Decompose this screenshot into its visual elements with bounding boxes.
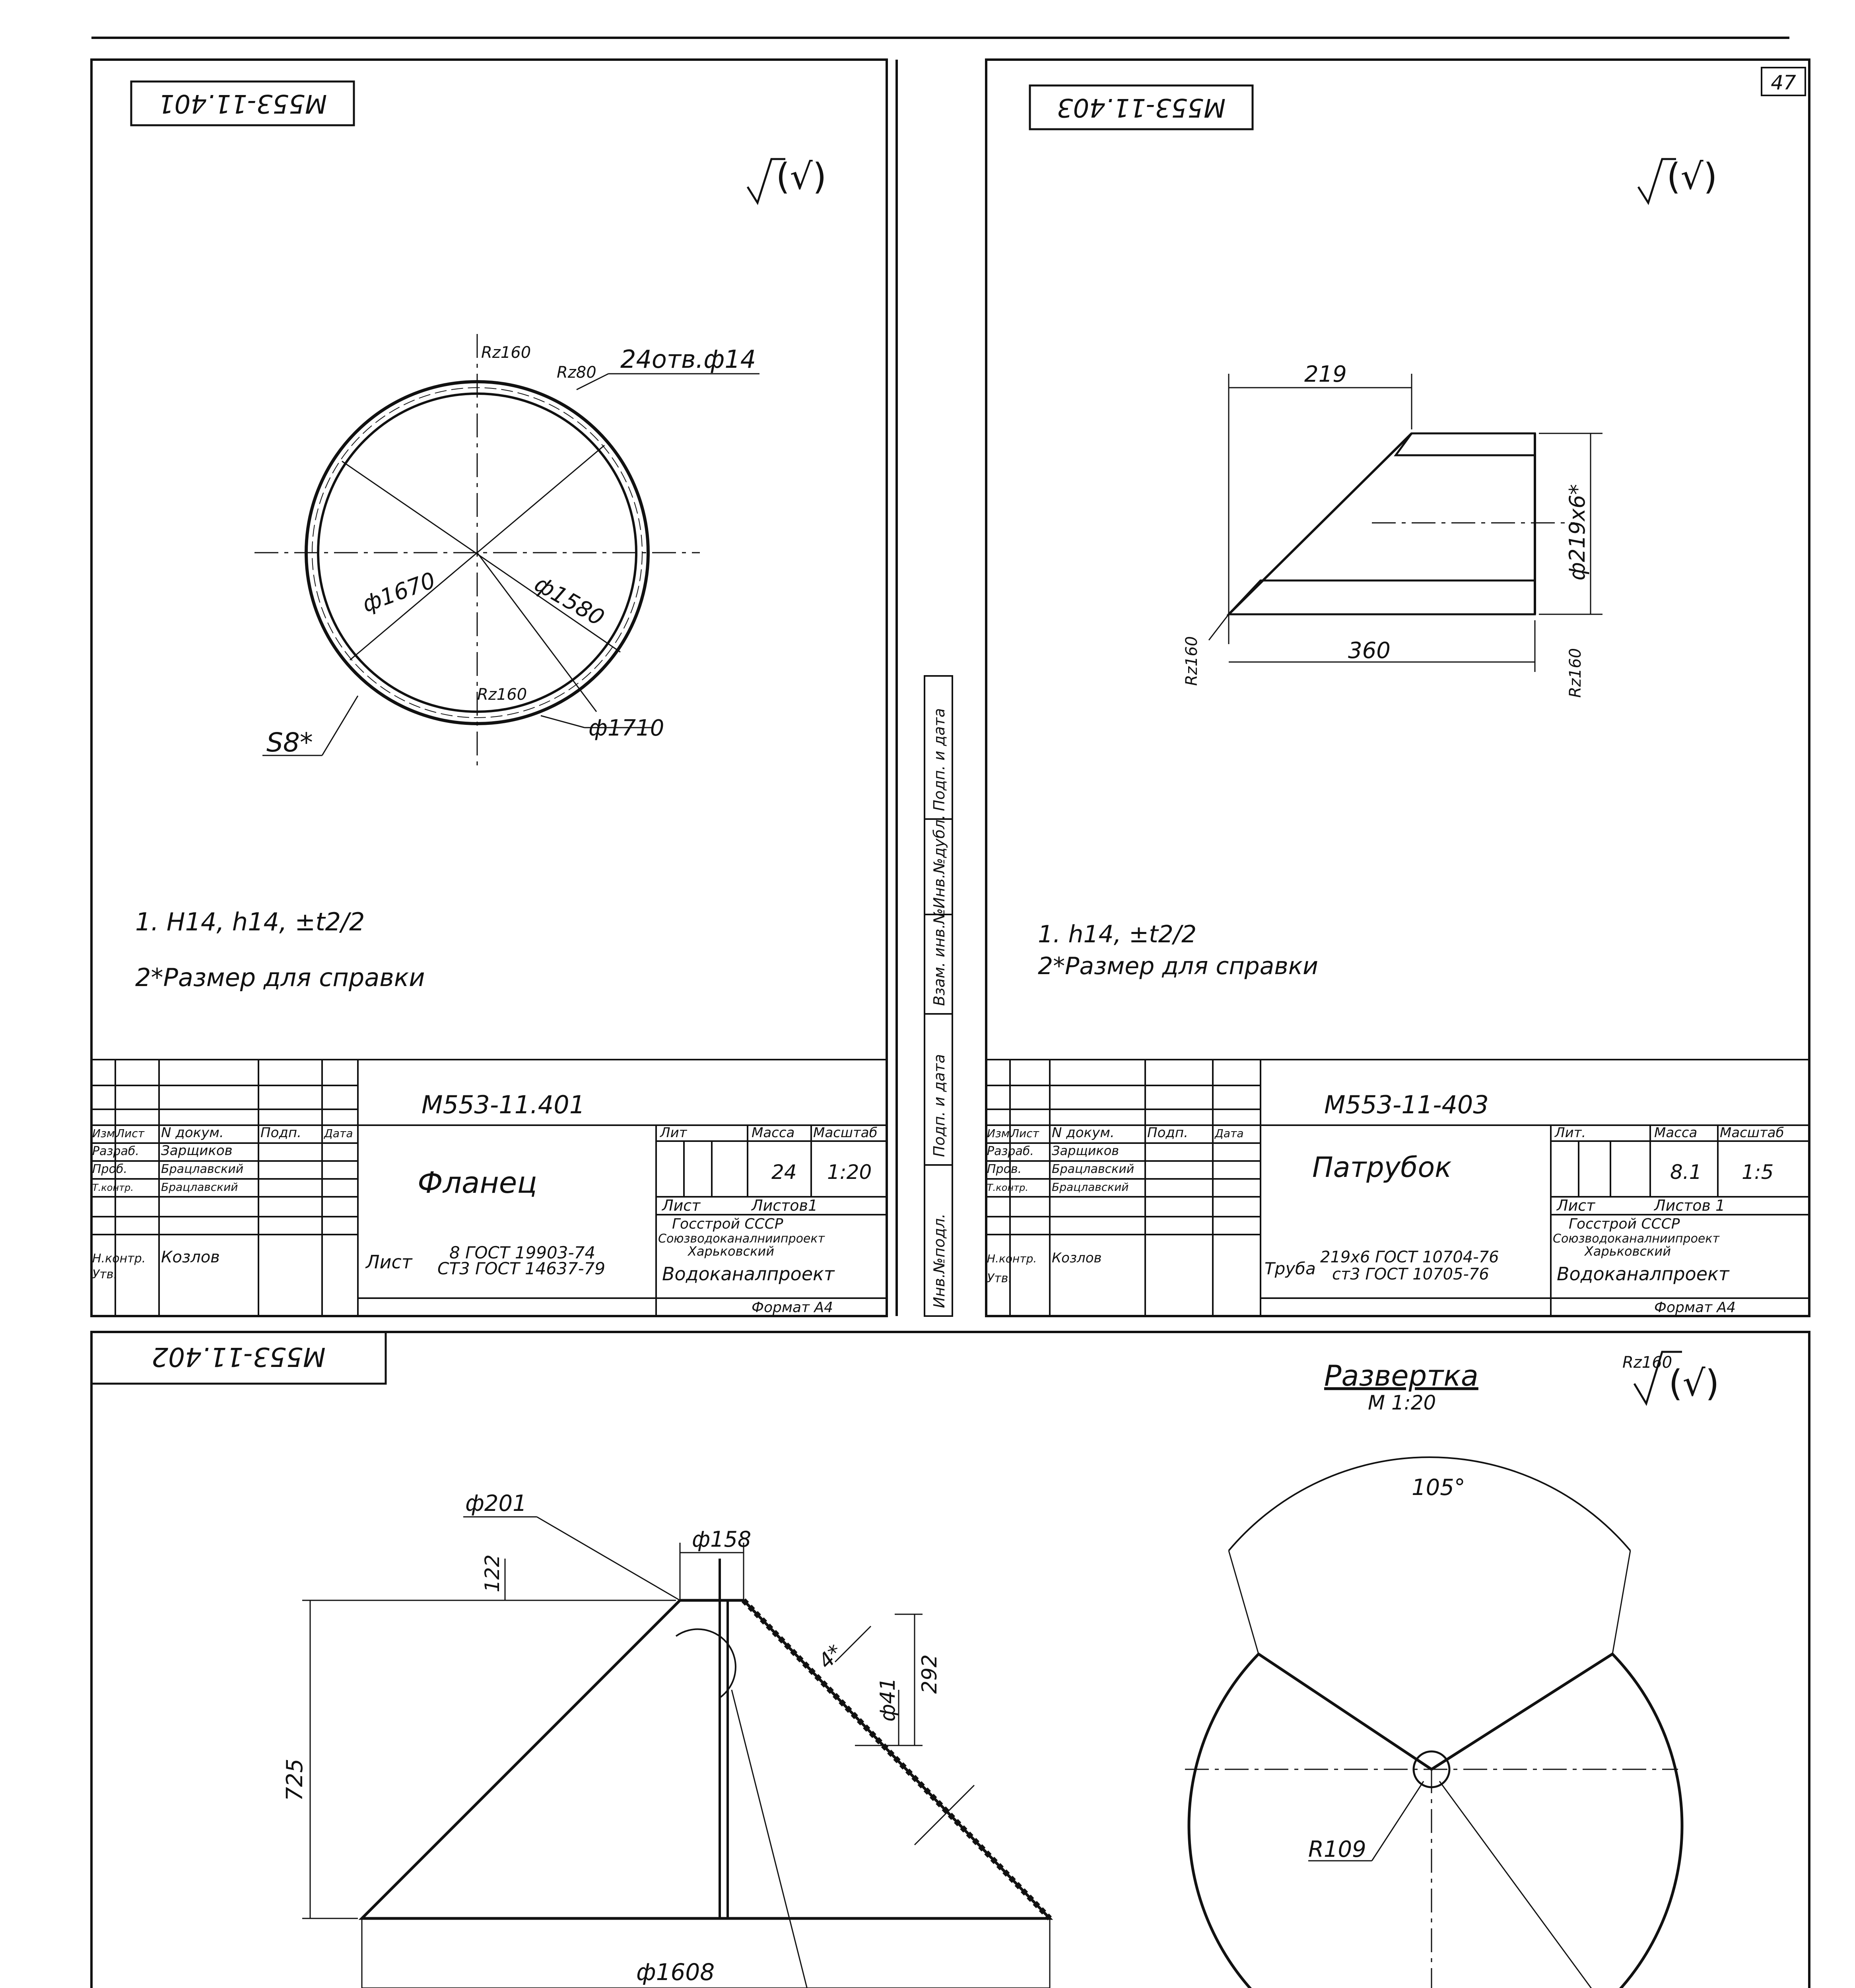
cone-drawing [302,1517,1050,1988]
svg-text:Листов 1: Листов 1 [1654,1197,1725,1214]
svg-text:Патрубок: Патрубок [1312,1151,1452,1184]
svg-text:Rz80: Rz80 [557,363,596,382]
svg-text:Rz160: Rz160 [481,344,531,362]
svg-text:Подп. и дата: Подп. и дата [930,708,948,811]
svg-text:Труба: Труба [1265,1259,1316,1278]
svg-text:Брацлавский: Брацлавский [161,1162,244,1176]
dim-d1580: ф1580 [530,571,609,631]
svg-text:Харьковский: Харьковский [688,1244,774,1259]
dim-s8: S8* [266,727,313,758]
note-2-403: 2*Размер для справки [1038,952,1319,980]
svg-text:Разраб.: Разраб. [92,1144,139,1158]
svg-text:Союзводоканалниипроект: Союзводоканалниипроект [658,1232,825,1246]
sheet-403 [1030,85,1717,980]
stamp-403: М553-11.403 [1057,93,1226,122]
svg-text:R109: R109 [1308,1837,1366,1862]
svg-text:Дата: Дата [324,1127,353,1140]
svg-text:1:5: 1:5 [1742,1161,1774,1184]
svg-text:Масса: Масса [1654,1125,1698,1141]
svg-text:Н.контр.: Н.контр. [92,1252,146,1266]
title-block-403 [986,1060,1809,1316]
svg-text:Брацлавский: Брацлавский [1052,1180,1129,1194]
svg-text:Масштаб: Масштаб [1720,1125,1784,1141]
svg-text:Листов1: Листов1 [752,1197,818,1214]
dim-d1670: ф1670 [359,567,439,618]
svg-text:8.1: 8.1 [1670,1161,1702,1184]
svg-text:М553-11-403: М553-11-403 [1324,1090,1489,1119]
roughness-symbol-402 [1622,1352,1719,1404]
svg-text:Брацлавский: Брацлавский [161,1180,238,1194]
svg-text:122: 122 [481,1554,504,1592]
note-2: 2*Размер для справки [135,963,425,992]
svg-text:Rz160: Rz160 [1566,648,1585,698]
svg-text:219х6 ГОСТ 10704-76: 219х6 ГОСТ 10704-76 [1320,1248,1499,1266]
svg-text:360: 360 [1348,638,1391,664]
svg-text:N докум.: N докум. [161,1125,224,1141]
holes-note: 24отв.ф14 [620,345,756,374]
svg-text:СТ3 ГОСТ 14637-79: СТ3 ГОСТ 14637-79 [437,1259,606,1278]
svg-text:ф1608: ф1608 [636,1959,715,1986]
svg-text:Формат А4: Формат А4 [1654,1299,1736,1316]
svg-text:N докум.: N докум. [1052,1125,1115,1141]
stamp-401: М553-11.401 [158,89,327,118]
svg-text:Подп. и дата: Подп. и дата [930,1054,948,1157]
svg-text:Лит.: Лит. [1555,1125,1586,1141]
stamp-402: М553-11.402 [152,1342,326,1372]
svg-text:Лист: Лист [662,1197,701,1214]
svg-text:Rz160: Rz160 [1622,1353,1672,1372]
svg-text:24: 24 [771,1161,797,1184]
note-1-403: 1. h14, ±t2/2 [1038,920,1197,948]
svg-text:Зарщиков: Зарщиков [1052,1143,1119,1158]
svg-text:Харьковский: Харьковский [1585,1244,1671,1259]
svg-text:Т.контр.: Т.контр. [987,1182,1029,1193]
roughness-symbol [748,156,827,203]
svg-text:Союзводоканалниипроект: Союзводоканалниипроект [1553,1232,1719,1246]
unfold-title: Развертка [1324,1359,1478,1392]
svg-text:Лист: Лист [1557,1197,1595,1214]
svg-text:219: 219 [1304,361,1347,387]
svg-text:Водоканалпроект: Водоканалпроект [662,1263,835,1285]
svg-text:Подп.: Подп. [260,1125,301,1141]
svg-text:ст3 ГОСТ 10705-76: ст3 ГОСТ 10705-76 [1332,1265,1489,1283]
svg-text:Лист: Лист [116,1127,144,1140]
svg-text:105°: 105° [1412,1475,1465,1501]
svg-text:Лист: Лист [1011,1127,1039,1140]
svg-text:Формат А4: Формат А4 [752,1299,833,1316]
svg-text:Изм.: Изм. [987,1127,1013,1140]
svg-text:ф201: ф201 [465,1491,527,1516]
frame-402 [91,1332,1809,1988]
sheet-401 [131,82,827,992]
svg-text:(√): (√) [1669,1363,1719,1404]
svg-text:Разраб.: Разраб. [987,1144,1034,1158]
unfold-scale: М 1:20 [1368,1391,1436,1414]
svg-text:(√): (√) [776,156,827,198]
svg-text:Rz160: Rz160 [1183,636,1201,686]
svg-text:(√): (√) [1667,156,1717,198]
svg-text:Козлов: Козлов [1052,1250,1102,1266]
svg-text:Брацлавский: Брацлавский [1052,1162,1134,1176]
pipe-drawing [1209,374,1602,672]
svg-text:292: 292 [918,1654,942,1694]
svg-text:Инв.№подл.: Инв.№подл. [930,1213,948,1308]
svg-text:Инв.№дубл.: Инв.№дубл. [930,815,948,909]
svg-text:Утв.: Утв. [92,1268,117,1281]
svg-text:Дата: Дата [1215,1127,1244,1140]
svg-text:Масштаб: Масштаб [813,1125,878,1141]
sheet-402 [91,1332,1719,1988]
svg-text:725: 725 [282,1759,308,1801]
note-1: 1. H14, h14, ±t2/2 [135,907,365,936]
svg-text:ф158: ф158 [692,1527,752,1552]
svg-text:Госстрой СССР: Госстрой СССР [672,1216,783,1232]
svg-text:Т.контр.: Т.контр. [92,1182,134,1193]
svg-text:Rz160: Rz160 [477,685,527,704]
svg-text:ф41: ф41 [876,1677,900,1722]
svg-text:Лист: Лист [366,1251,412,1273]
roughness-symbol-403 [1638,156,1717,203]
outer-frames [91,38,1809,1988]
unfold-drawing [1185,1457,1690,1988]
svg-text:Утв.: Утв. [987,1272,1012,1285]
page-number: 47 [1771,71,1796,94]
svg-text:М553-11.401: М553-11.401 [422,1090,585,1119]
title-block-401 [91,1060,887,1316]
svg-text:Козлов: Козлов [161,1248,220,1266]
svg-text:Изм.: Изм. [92,1127,118,1140]
svg-text:Пров.: Пров. [987,1162,1022,1176]
svg-text:4*: 4* [814,1640,847,1674]
svg-text:Подп.: Подп. [1147,1125,1188,1141]
svg-text:8 ГОСТ 19903-74: 8 ГОСТ 19903-74 [449,1243,596,1262]
svg-text:Водоканалпроект: Водоканалпроект [1557,1263,1729,1285]
svg-text:Зарщиков: Зарщиков [161,1143,233,1159]
dim-d1710: ф1710 [589,715,664,741]
svg-text:1:20: 1:20 [827,1161,872,1184]
svg-text:Лит: Лит [660,1125,687,1141]
svg-text:Н.контр.: Н.контр. [987,1252,1037,1265]
svg-text:Взам. инв.№: Взам. инв.№ [930,908,948,1006]
svg-text:Проб.: Проб. [92,1162,127,1176]
svg-text:Фланец: Фланец [418,1166,537,1200]
svg-text:Масса: Масса [752,1125,795,1141]
svg-text:Госстрой СССР: Госстрой СССР [1569,1216,1680,1232]
svg-text:ф219х6*: ф219х6* [1565,484,1590,580]
side-stamp-403 [925,676,952,1316]
